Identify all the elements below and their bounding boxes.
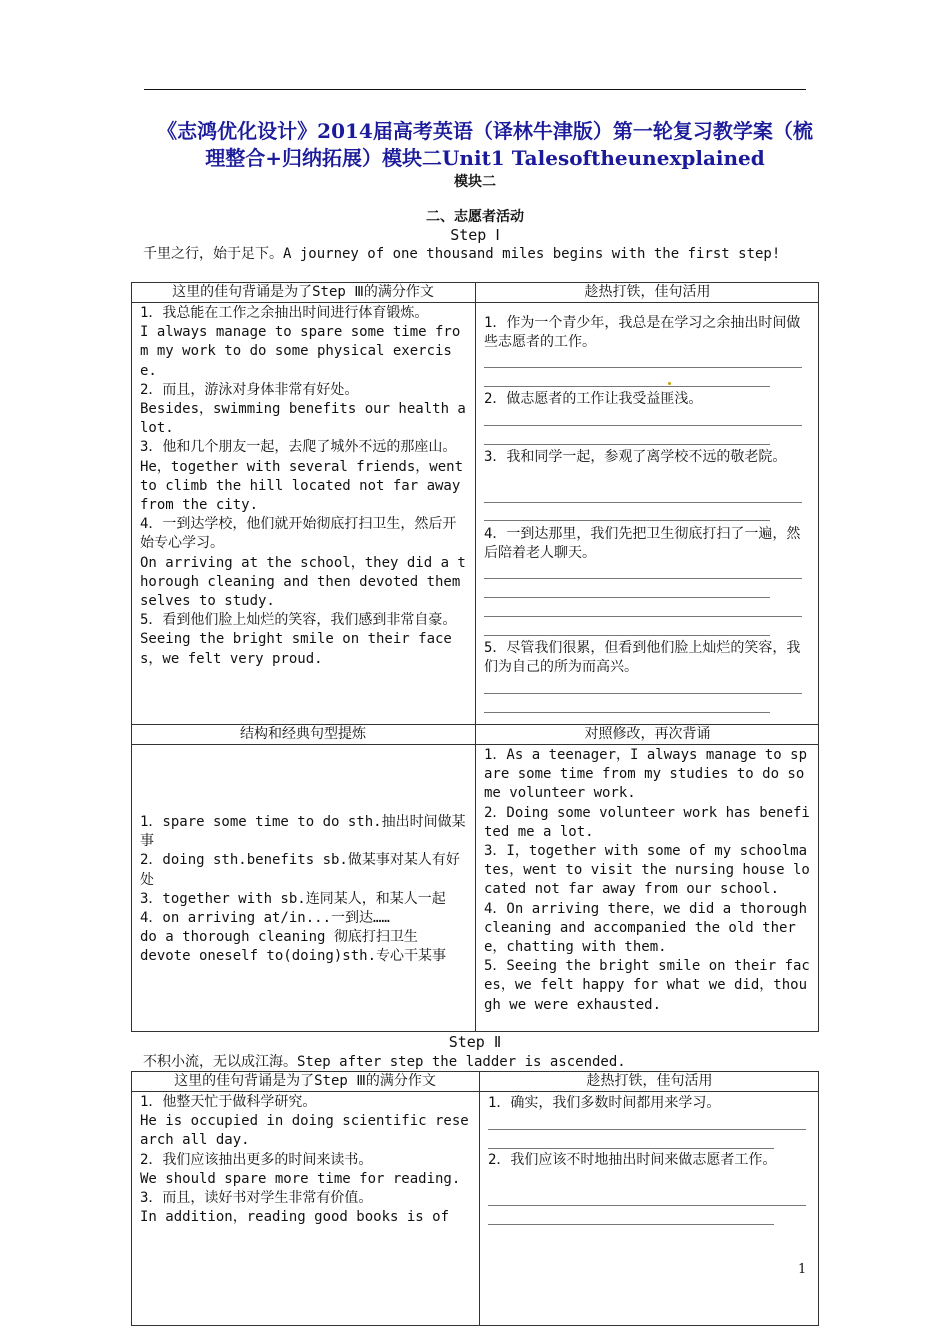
section-heading: 二、志愿者活动 [426, 209, 524, 225]
answer-line [484, 425, 802, 426]
step1-label: Step Ⅰ [450, 226, 500, 244]
answer-line [484, 520, 770, 521]
table-rule [131, 1091, 819, 1092]
step2-header-right: 趁热打铁，佳句活用 [586, 1073, 713, 1089]
step2-exercise-1: 1．确实，我们多数时间都用来学习。 [488, 1095, 721, 1111]
table-divider [479, 1071, 480, 1326]
step1-exercise-5: 5．尽管我们很累，但看到他们脸上灿烂的笑容，我们为自己的所为而高兴。 [484, 640, 801, 676]
step2-intro: 不积小流，无以成江海。Step after step the ladder is ascended. [143, 1054, 626, 1070]
step2-model-sentences: 1．他整天忙于做科学研究。 He is occupied in doing scientific research all day. 2．我们应该抽出更多的时间来读书。 We should spare more time for reading. 3．而且，读好书对学生非常有价值。 In addition，reading good books is of [140, 1094, 469, 1226]
step1-header-right: 趁热打铁，佳句活用 [584, 284, 711, 300]
answer-line [488, 1205, 806, 1206]
answer-line [484, 635, 770, 636]
step1-exercise-4: 4．一到达那里，我们先把卫生彻底打扫了一遍，然后陪着老人聊天。 [484, 526, 801, 562]
answer-line [484, 616, 802, 617]
module-subtitle: 模块二 [454, 174, 496, 190]
step1-intro: 千里之行，始于足下。A journey of one thousand miles begins with the first step! [143, 246, 781, 262]
answer-line [484, 386, 770, 387]
page-number: 1 [798, 1262, 807, 1277]
ink-dot [668, 382, 671, 385]
answer-line [488, 1224, 774, 1225]
answer-line [488, 1129, 806, 1130]
step1-exercise-2: 2．做志愿者的工作让我受益匪浅。 [484, 391, 703, 407]
answer-line [484, 597, 770, 598]
document-title: 《志鸿优化设计》2014届高考英语（译林牛津版）第一轮复习教学案（梳理整合+归纳拓展）模块二Unit1 Talesoftheunexplained [157, 119, 813, 170]
table-divider [475, 282, 476, 1032]
answer-line [484, 712, 770, 713]
answer-line [484, 693, 802, 694]
step1-header2-left: 结构和经典句型提炼 [240, 726, 366, 742]
step2-exercise-2: 2．我们应该不时地抽出时间来做志愿者工作。 [488, 1152, 777, 1168]
step1-exercise-1: 1．作为一个青少年，我总是在学习之余抽出时间做些志愿者的工作。 [484, 315, 801, 351]
answer-line [484, 367, 802, 368]
step1-model-answers: 1．As a teenager，I always manage to spare some time from my studies to do some volunteer work. 2．Doing some volunteer work has benefited me a lot. 3．I，together with some of my schoolmates，went to visit the nursing house located not far away from our school. 4．On arriving there，we did a thorough cleaning and accompanied the old there，chatting with them. 5．Seeing the bright smile on their faces，we felt happy for what we did，though we were exhausted. [484, 747, 810, 1013]
step1-header-left: 这里的佳句背诵是为了Step Ⅲ的满分作文 [172, 284, 434, 300]
step2-header-left: 这里的佳句背诵是为了Step Ⅲ的满分作文 [174, 1073, 436, 1089]
step2-label: Step Ⅱ [448, 1033, 502, 1051]
answer-line [484, 578, 802, 579]
table-rule [131, 302, 819, 303]
table-rule [131, 744, 819, 745]
step1-exercise-3: 3．我和同学一起，参观了离学校不远的敬老院。 [484, 449, 787, 465]
step1-model-sentences: 1．我总能在工作之余抽出时间进行体育锻炼。 I always manage to spare some time from my work to do some physical exercise. 2．而且，游泳对身体非常有好处。 Besides，swimming benefits our health a lot. 3．他和几个朋友一起，去爬了城外不远的那座山。 He，together with several friends，went to climb the hill located not far away from the city. 4．一到达学校，他们就开始彻底打扫卫生，然后开始专心学习。 On arriving at the school，they did a thorough cleaning and then devoted themselves to study. 5．看到他们脸上灿烂的笑容，我们感到非常自豪。 Seeing the bright smile on their faces，we felt very proud. [140, 305, 466, 667]
header-rule [144, 89, 806, 90]
step1-structures: 1．spare some time to do sth.抽出时间做某事 2．doing sth.benefits sb.做某事对某人有好处 3．together with sb.连同某人，和某人一起 4．on arriving at/in...一到达…… do a thorough cleaning 彻底打扫卫生 devote oneself to(doing)sth.专心干某事 [140, 814, 466, 965]
answer-line [484, 444, 770, 445]
answer-line [484, 502, 802, 503]
answer-line [488, 1148, 774, 1149]
step1-header2-right: 对照修改，再次背诵 [584, 726, 711, 742]
